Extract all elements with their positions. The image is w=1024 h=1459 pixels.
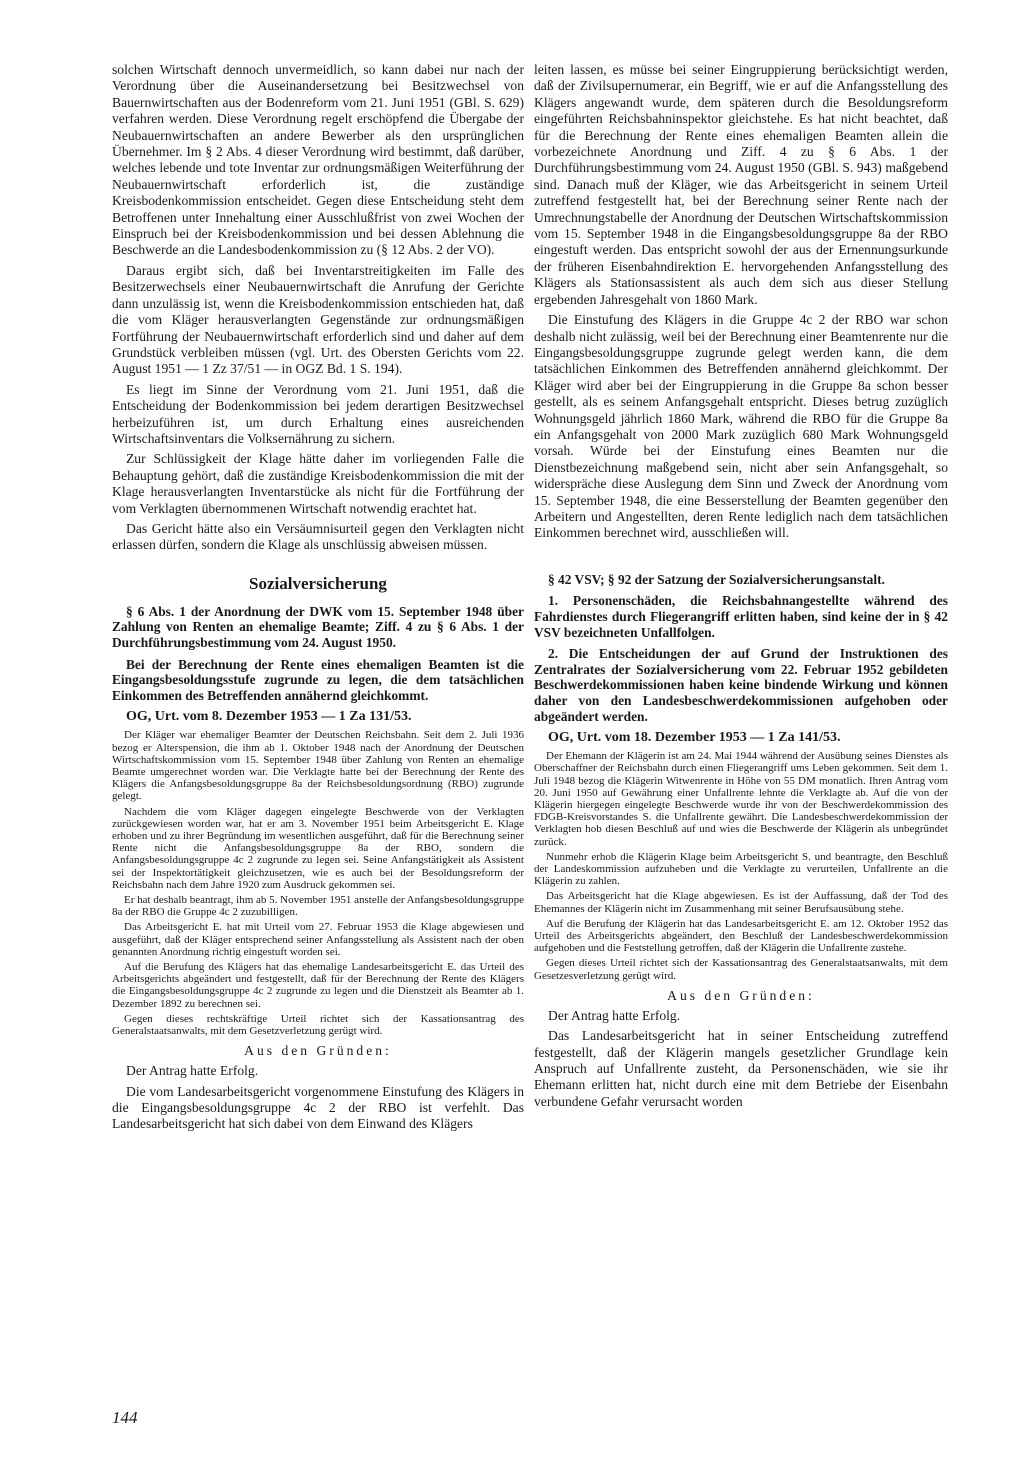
headnote: 2. Die Entscheidungen der auf Grund der Instruktionen des Zentralrates der Sozialversicherung vom 22. Februar 1952 gebildeten Beschwerdekommissionen haben keine bindende Wirkung und können daher von den Landesbeschwerdekommissionen aufgehoben oder abgeändert werden. [534, 646, 948, 724]
ruling-citation: OG, Urt. vom 18. Dezember 1953 — 1 Za 141/53. [548, 730, 841, 746]
page-number: 144 [112, 1408, 138, 1427]
paragraph: Der Antrag hatte Erfolg. [126, 1063, 259, 1079]
paragraph: Zur Schlüssigkeit der Klage hätte daher im vorliegenden Falle die Behauptung gehört, daß die zuständige Kreisbodenkommission die mit der Klage herausverlangten Inventarstücke als nicht für die Fortführung der vom Verklagten übernommenen Wirtschaft notwendig erachtet hat. [112, 451, 524, 516]
paragraph: Es liegt im Sinne der Verordnung vom 21. Juni 1951, daß die Entscheidung der Bodenkommission bei jedem derartigen Besitzwechsel herbeizuführen ist, um durch Erhaltung eines ausreichenden Wirtschaftsinventars die Volksernährung zu sichern. [112, 381, 524, 446]
right-column [534, 62, 948, 1114]
reasons-heading: Aus den Gründen: [244, 1043, 392, 1059]
headnote: 1. Personenschäden, die Reichsbahnangestellte während des Fahrdienstes durch Fliegerangriff erlitten haben, sind keine der in § 42 VSV bezeichneten Unfallfolgen. [534, 593, 948, 640]
facts-paragraph: Das Arbeitsgericht hat die Klage abgewiesen. Es ist der Auffassung, daß der Tod des Ehemannes der Klägerin nicht im Zusammenhang mit seiner Berufsausübung stehe. [534, 890, 948, 915]
paragraph: leiten lassen, es müsse bei seiner Eingruppierung berücksichtigt werden, daß der Zivilsupernumerar, ein Begriff, wie er auf die Anfangsstellung des Klägers angewandt wurde, dem späteren durch die Besoldungsreform eingeführten Reichsbahninspektor gleichstehe. Es hat nicht beachtet, daß für die Berechnung der Rente eines ehemaligen Beamten allein die vorbezeichnete Anordnung und Ziff. 4 zu § 6 Abs. 1 der Durchführungsbestimmung vom 24. August 1950 (GBl. S. 943) maßgebend sind. Danach muß der Kläger, wie das Arbeitsgericht in seinem Urteil zutreffend festgestellt hat, bei der Berechnung seiner Rente nach der Umrechnungstabelle der Anordnung der Deutschen Wirtschaftskommission vom 15. September 1948 in die Eingangsbesoldungsgruppe 8a der RBO eingestuft werden. Das entspricht sowohl der aus der Ernennungsurkunde der früheren Eisenbahndirektion E. hervorgehenden Anfangsstellung des Klägers als Stationsassistent als auch dem sich aus dieser Stellung ergebenden Jahresgehalt von 1860 Mark. [534, 62, 948, 307]
law-reference: § 6 Abs. 1 der Anordnung der DWK vom 15. September 1948 über Zahlung von Renten an ehemalige Beamte; Ziff. 4 zu § 6 Abs. 1 der Durchführungsbestimmung vom 24. August 1950. [112, 603, 524, 650]
facts-paragraph: Gegen dieses rechtskräftige Urteil richtet sich der Kassationsantrag des Generalstaatsanwalts, mit dem Gesetzverletzung gerügt wird. [112, 1012, 524, 1038]
paragraph: solchen Wirtschaft dennoch unvermeidlich, so kann dabei nur nach der Verordnung über die Auseinandersetzung bei Besitzwechsel von Bauernwirtschaften aus der Bodenreform vom 21. Juni 1951 (GBl. S. 629) verfahren werden. Diese Verordnung regelt erschöpfend die Übergabe der Neubauernwirtschaften an andere Bewerber als den ursprünglichen Übernehmer. Im § 2 Abs. 4 dieser Verordnung wird bestimmt, daß darüber, welches lebende und tote Inventar zur ordnungsmäßigen Weiterführung der Neubauernwirtschaft erforderlich ist, die zuständige Kreisbodenkommission entscheidet. Gegen diese Entscheidung steht dem Betroffenen unter Innehaltung einer Ausschlußfrist von zwei Wochen der Einspruch bei der Kreisbodenkommission und bei dessen Ablehnung die Beschwerde an die Landesbodenkommission zu (§ 12 Abs. 2 der VO). [112, 62, 524, 258]
paragraph: Der Antrag hatte Erfolg. [548, 1007, 681, 1023]
facts-paragraph: Gegen dieses Urteil richtet sich der Kassationsantrag des Generalstaatsanwalts, mit dem Gesetzesverletzung gerügt wird. [534, 957, 948, 982]
facts-paragraph: Auf die Berufung der Klägerin hat das Landesarbeitsgericht E. am 12. Oktober 1952 das Urteil des Arbeitsgerichts abgeändert, den Beschluß der Landesbeschwerdekommission aufgehoben und die Feststellung getroffen, daß der Klägerin die Unfallrente zustehe. [534, 917, 948, 955]
left-column [112, 62, 524, 1137]
reasons-heading: Aus den Gründen: [667, 987, 815, 1003]
facts-paragraph: Auf die Berufung des Klägers hat das ehemalige Landesarbeitsgericht E. das Urteil des Arbeitsgerichts abgeändert und festgestellt, daß für der Berechnung der Rente des Klägers die Eingangsbesoldungsgruppe 4c 2 zugrunde zu legen und die Dienstzeit als Beamter ab 1. Dezember 1892 zu berechnen sei. [112, 961, 524, 1010]
paragraph: Die vom Landesarbeitsgericht vorgenommene Einstufung des Klägers in die Eingangsbesoldungsgruppe 4c 2 der RBO ist verfehlt. Das Landesarbeitsgericht hat sich dabei von dem Einwand des Klägers [112, 1083, 524, 1132]
section-title: Sozialversicherung [249, 573, 387, 593]
paragraph: Das Landesarbeitsgericht hat in seiner Entscheidung zutreffend festgestellt, daß der Klägerin mangels gesetzlicher Grundlage kein Anspruch auf Unfallrente zusteht, da Personenschäden, wie sie ihr Ehemann erlitten hat, nicht durch eine mit dem Betriebe der Eisenbahn verbundene Gefahr verursacht worden [534, 1028, 948, 1109]
facts-paragraph: Der Ehemann der Klägerin ist am 24. Mai 1944 während der Ausübung seines Dienstes als Oberschaffner der Reichsbahn durch einen Fliegerangriff ums Leben gekommen. Seit dem 1. Juli 1948 bezog die Klägerin Witwenrente in Höhe von 55 DM monatlich. Ihren Antrag vom 20. Juni 1950 auf Gewährung einer Unfallrente lehnte die Verklagte ab. Auf die von der Klägerin hiergegen eingelegte Beschwerde wurde ihr von der Beschwerdekommission des FDGB-Kreisvorstandes S. die Unfallrente gewährt. Die Landesbeschwerdekommission der Verklagten hob diesen Beschluß auf und wies die Beschwerde der Klägerin als unbegründet zurück. [534, 750, 948, 848]
facts-paragraph: Er hat deshalb beantragt, ihm ab 5. November 1951 anstelle der Anfangsbesoldungsgruppe 8a der RBO die Gruppe 4c 2 zuzubilligen. [112, 893, 524, 919]
facts-paragraph: Nachdem die vom Kläger dagegen eingelegte Beschwerde von der Verklagten zurückgewiesen worden war, hat er am 3. November 1951 beim Arbeitsgericht E. Klage erhoben und zu ihrer Begründung im wesentlichen ausgeführt, daß für die Berechnung seiner Rente nicht die Anfangsbesoldungsgruppe 8a der RBO, sondern die Anfangsbesoldungsgruppe 4c 2 zugrunde zu legen sei. Seine Anfangstätigkeit als Assistent sei der Inspektortätigkeit gleichzusetzen, wie es auch bei der Besoldungsreform der Reichsbahn nach dem Jahre 1920 zum Ausdruck gekommen sei. [112, 805, 524, 891]
paragraph: Das Gericht hätte also ein Versäumnisurteil gegen den Verklagten nicht erlassen dürfen, sondern die Klage als unschlüssig abweisen müssen. [112, 520, 524, 553]
facts-paragraph: Der Kläger war ehemaliger Beamter der Deutschen Reichsbahn. Seit dem 2. Juli 1936 bezog er Alterspension, die ihm ab 1. Oktober 1948 nach der Anordnung der Deutschen Wirtschaftskommission vom 15. September 1948 über Zahlung von Renten an ehemalige Beamte umgerechnet worden war. Die Verklagte hatte bei der Berechnung der Rente des Klägers die Anfangsbesoldungsgruppe 8a der Reichsbesoldungsordnung (RBO) zugrunde gelegt. [112, 729, 524, 803]
headnote: Bei der Berechnung der Rente eines ehemaligen Beamten ist die Eingangsbesoldungsstufe zugrunde zu legen, die dem tatsächlichen Einkommen des Betreffenden annähernd gleichkommt. [112, 656, 524, 703]
law-reference: § 42 VSV; § 92 der Satzung der Sozialversicherungsanstalt. [548, 571, 885, 587]
paragraph: Die Einstufung des Klägers in die Gruppe 4c 2 der RBO war schon deshalb nicht zulässig, weil bei der Berechnung einer Beamtenrente nur die Eingangsbesoldungsgruppe zugrunde gelegt werden kann, die dem tatsächlichen Einkommen des Betreffenden annähernd gleichkommt. Der Kläger wird aber bei der Eingruppierung in die Gruppe 8a schon besser gestellt, als es seinem Anfangsgehalt entspricht. Dieses betrug zuzüglich Wohnungsgeld jährlich 1860 Mark, während die RBO für die Gruppe 8a ein Anfangsgehalt von 2000 Mark zuzüglich 680 Mark Wohnungsgeld vorsah. Würde bei der Einstufung eines Beamten nur die Dienstbezeichnung maßgebend sein, nicht aber sein Anfangsgehalt, so widerspräche diese Auslegung dem Sinn und Zweck der Anordnung vom 15. September 1948, die eine Besserstellung der Beamten gegenüber den Arbeitern und Angestellten, deren Rente lediglich nach dem tatsächlichen Einkommen berechnet wird, ausschließen will. [534, 312, 948, 541]
ruling-citation: OG, Urt. vom 8. Dezember 1953 — 1 Za 131/53. [126, 709, 412, 725]
paragraph: Daraus ergibt sich, daß bei Inventarstreitigkeiten im Falle des Besitzerwechsels einer Neubauernwirtschaft die Anrufung der Gerichte dann unzulässig ist, wenn die Kreisbodenkommission entschieden hat, daß die vom Kläger herausverlangten Gegenstände zur ordnungsmäßigen Fortführung der Neubauernwirtschaft erforderlich sind und daher auf dem Grundstück verbleiben müssen (vgl. Urt. des Obersten Gerichts vom 22. August 1951 — 1 Zz 37/51 — in OGZ Bd. 1 S. 194). [112, 262, 524, 377]
facts-paragraph: Das Arbeitsgericht E. hat mit Urteil vom 27. Februar 1953 die Klage abgewiesen und ausgeführt, daß der Kläger entsprechend seiner Anfangsstellung als Assistent nach der oben genannten Anordnung richtig eingestuft worden sei. [112, 921, 524, 958]
facts-paragraph: Nunmehr erhob die Klägerin Klage beim Arbeitsgericht S. und beantragte, den Beschluß der Landeskommission aufzuheben und die Verklagte zu verurteilen, Unfallrente an die Klägerin zu zahlen. [534, 850, 948, 888]
